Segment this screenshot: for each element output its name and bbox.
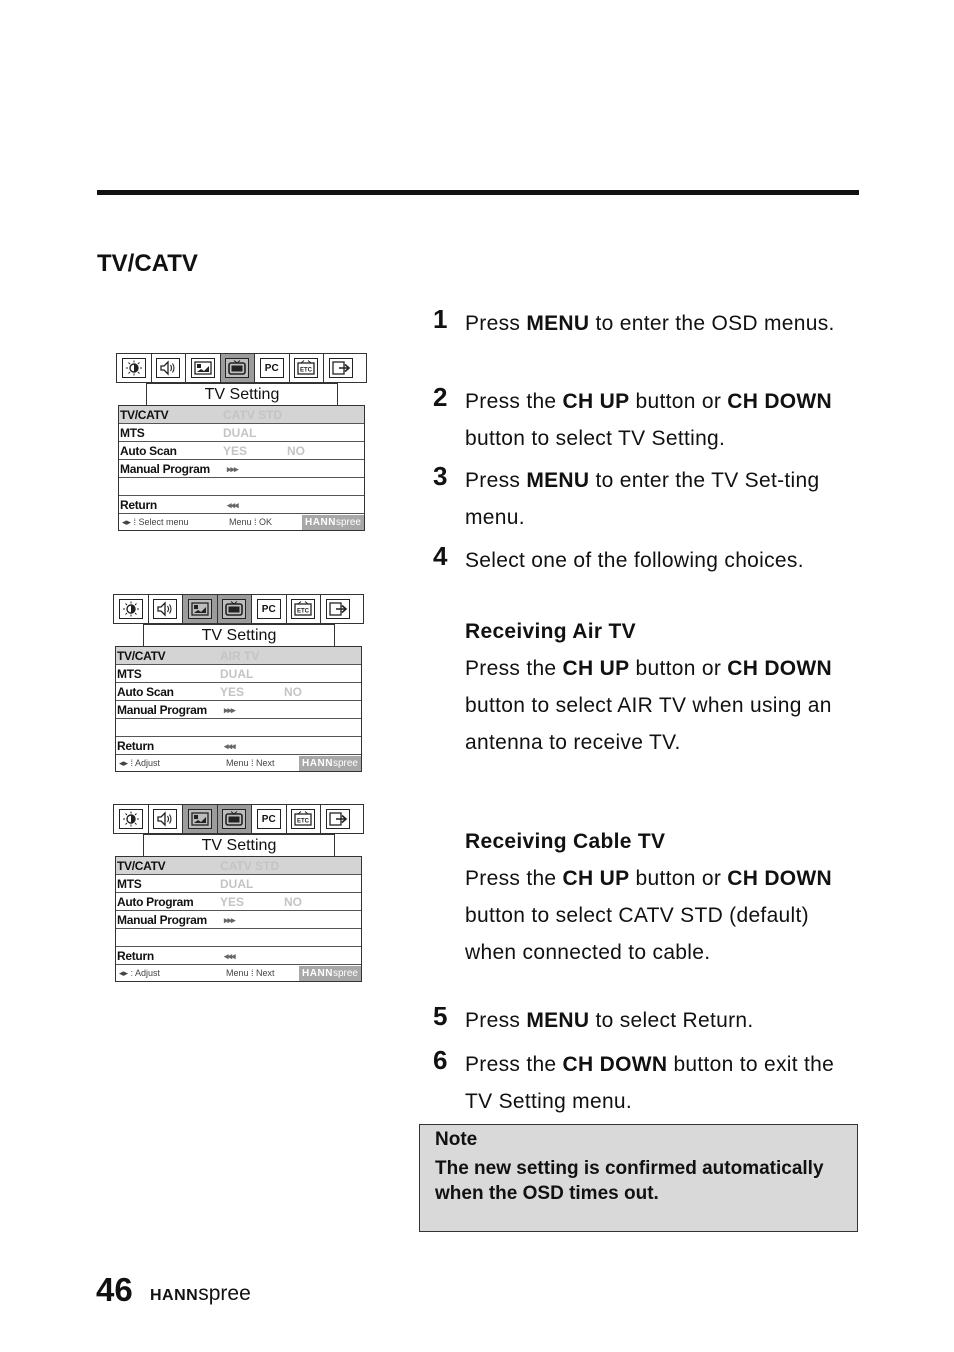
cable-tv-heading: Receiving Cable TV <box>465 830 666 853</box>
audio-icon[interactable] <box>149 595 184 623</box>
step-text: Press the CH UP button or CH DOWN button to select TV Setting. <box>465 390 833 450</box>
step-text: Press MENU to select Return. <box>465 1009 754 1032</box>
step-text: Press the CH DOWN button to exit the TV Setting menu. <box>465 1053 835 1113</box>
menu-row-tv-catv[interactable]: TV/CATV CATV STD <box>116 857 361 875</box>
osd-title: TV Setting <box>146 383 338 405</box>
step-text: Select one of the following choices. <box>465 549 804 572</box>
forward-arrows-icon: ▸▸▸ <box>227 464 238 474</box>
pc-icon[interactable] <box>252 595 287 623</box>
note-title: Note <box>435 1129 478 1150</box>
footer-hint-left: ◂▸ ⁞ Adjust <box>119 758 161 768</box>
menu-row-auto-scan[interactable]: Auto Scan YES NO <box>119 442 364 460</box>
exit-icon[interactable] <box>321 805 356 833</box>
osd-title: TV Setting <box>143 834 335 856</box>
note-body: The new setting is confirmed automatically when the OSD times out. <box>435 1158 824 1204</box>
etc-icon[interactable] <box>287 595 322 623</box>
step-text: Press MENU to enter the OSD menus. <box>465 312 835 335</box>
exit-icon[interactable] <box>321 595 356 623</box>
brand-logo: HANNspree <box>302 515 364 530</box>
osd-footer <box>116 965 361 981</box>
footer-brand-logo: HANNspree <box>150 1282 251 1305</box>
menu-row-blank <box>119 478 364 496</box>
back-arrows-icon: ◂◂◂ <box>227 500 238 510</box>
header-rule <box>97 190 859 195</box>
osd-footer <box>116 755 361 771</box>
menu-row-mts[interactable]: MTS DUAL <box>116 665 361 683</box>
footer-hint-mid: Menu ⁞ Next <box>226 968 275 978</box>
menu-row-tv-catv[interactable]: TV/CATV CATV STD <box>119 406 364 424</box>
footer-hint-mid: Menu ⁞ OK <box>229 517 273 527</box>
menu-row-return[interactable]: Return ◂◂◂ <box>116 947 361 965</box>
etc-icon[interactable] <box>290 354 325 382</box>
pc-label: PC <box>260 358 284 378</box>
footer-hint-mid: Menu ⁞ Next <box>226 758 275 768</box>
osd-icon-bar <box>116 353 367 383</box>
pc-label: PC <box>257 809 281 829</box>
cable-tv-text: Press the CH UP button or CH DOWN button to select CATV STD (default) when connected to cable. <box>465 867 833 964</box>
receiving-air-tv <box>465 613 865 761</box>
menu-row-manual-program[interactable]: Manual Program ▸▸▸ <box>116 911 361 929</box>
forward-arrows-icon: ▸▸▸ <box>224 915 235 925</box>
svg-text:ETC: ETC <box>297 818 310 825</box>
brightness-icon[interactable] <box>114 805 149 833</box>
menu-row-return[interactable]: Return ◂◂◂ <box>116 737 361 755</box>
footer-hint-left: ◂▸ : Adjust <box>119 968 161 978</box>
audio-icon[interactable] <box>152 354 187 382</box>
menu-row-mts[interactable]: MTS DUAL <box>119 424 364 442</box>
page-number: 46 <box>96 1271 133 1308</box>
osd-menu <box>115 856 362 982</box>
brand-logo: HANNspree <box>299 966 361 981</box>
menu-row-auto-scan[interactable]: Auto Scan YES NO <box>116 683 361 701</box>
menu-row-auto-program[interactable]: Auto Program YES NO <box>116 893 361 911</box>
picture-icon[interactable] <box>186 354 221 382</box>
menu-row-mts[interactable]: MTS DUAL <box>116 875 361 893</box>
pc-icon[interactable] <box>252 805 287 833</box>
brightness-icon[interactable] <box>114 595 149 623</box>
tv-icon[interactable] <box>218 805 253 833</box>
osd-icon-bar <box>113 804 364 834</box>
picture-icon[interactable] <box>183 805 218 833</box>
brightness-icon[interactable] <box>117 354 152 382</box>
receiving-cable-tv <box>465 823 865 971</box>
svg-text:ETC: ETC <box>300 367 313 374</box>
osd-footer <box>119 514 364 530</box>
menu-row-manual-program[interactable]: Manual Program ▸▸▸ <box>119 460 364 478</box>
etc-icon[interactable] <box>287 805 322 833</box>
tv-icon[interactable] <box>221 354 256 382</box>
footer-hint-left: ◂▸ ⁞ Select menu <box>122 517 189 527</box>
tv-icon[interactable] <box>218 595 253 623</box>
brand-logo: HANNspree <box>299 756 361 771</box>
exit-icon[interactable] <box>324 354 359 382</box>
svg-text:ETC: ETC <box>297 608 310 615</box>
pc-label: PC <box>257 599 281 619</box>
back-arrows-icon: ◂◂◂ <box>224 951 235 961</box>
menu-row-blank <box>116 719 361 737</box>
air-tv-text: Press the CH UP button or CH DOWN button to select AIR TV when using an antenna to receive TV. <box>465 657 833 754</box>
air-tv-heading: Receiving Air TV <box>465 620 636 643</box>
osd-menu <box>118 405 365 531</box>
step-text: Press MENU to enter the TV Set-ting menu. <box>465 469 820 529</box>
section-title: TV/CATV <box>97 250 198 277</box>
back-arrows-icon: ◂◂◂ <box>224 741 235 751</box>
menu-row-tv-catv[interactable]: TV/CATV AIR TV <box>116 647 361 665</box>
osd-title: TV Setting <box>143 624 335 646</box>
osd-icon-bar <box>113 594 364 624</box>
audio-icon[interactable] <box>149 805 184 833</box>
picture-icon[interactable] <box>183 595 218 623</box>
note-box <box>419 1124 858 1232</box>
menu-row-blank <box>116 929 361 947</box>
forward-arrows-icon: ▸▸▸ <box>224 705 235 715</box>
pc-icon[interactable] <box>255 354 290 382</box>
menu-row-manual-program[interactable]: Manual Program ▸▸▸ <box>116 701 361 719</box>
menu-row-return[interactable]: Return ◂◂◂ <box>119 496 364 514</box>
osd-menu <box>115 646 362 772</box>
